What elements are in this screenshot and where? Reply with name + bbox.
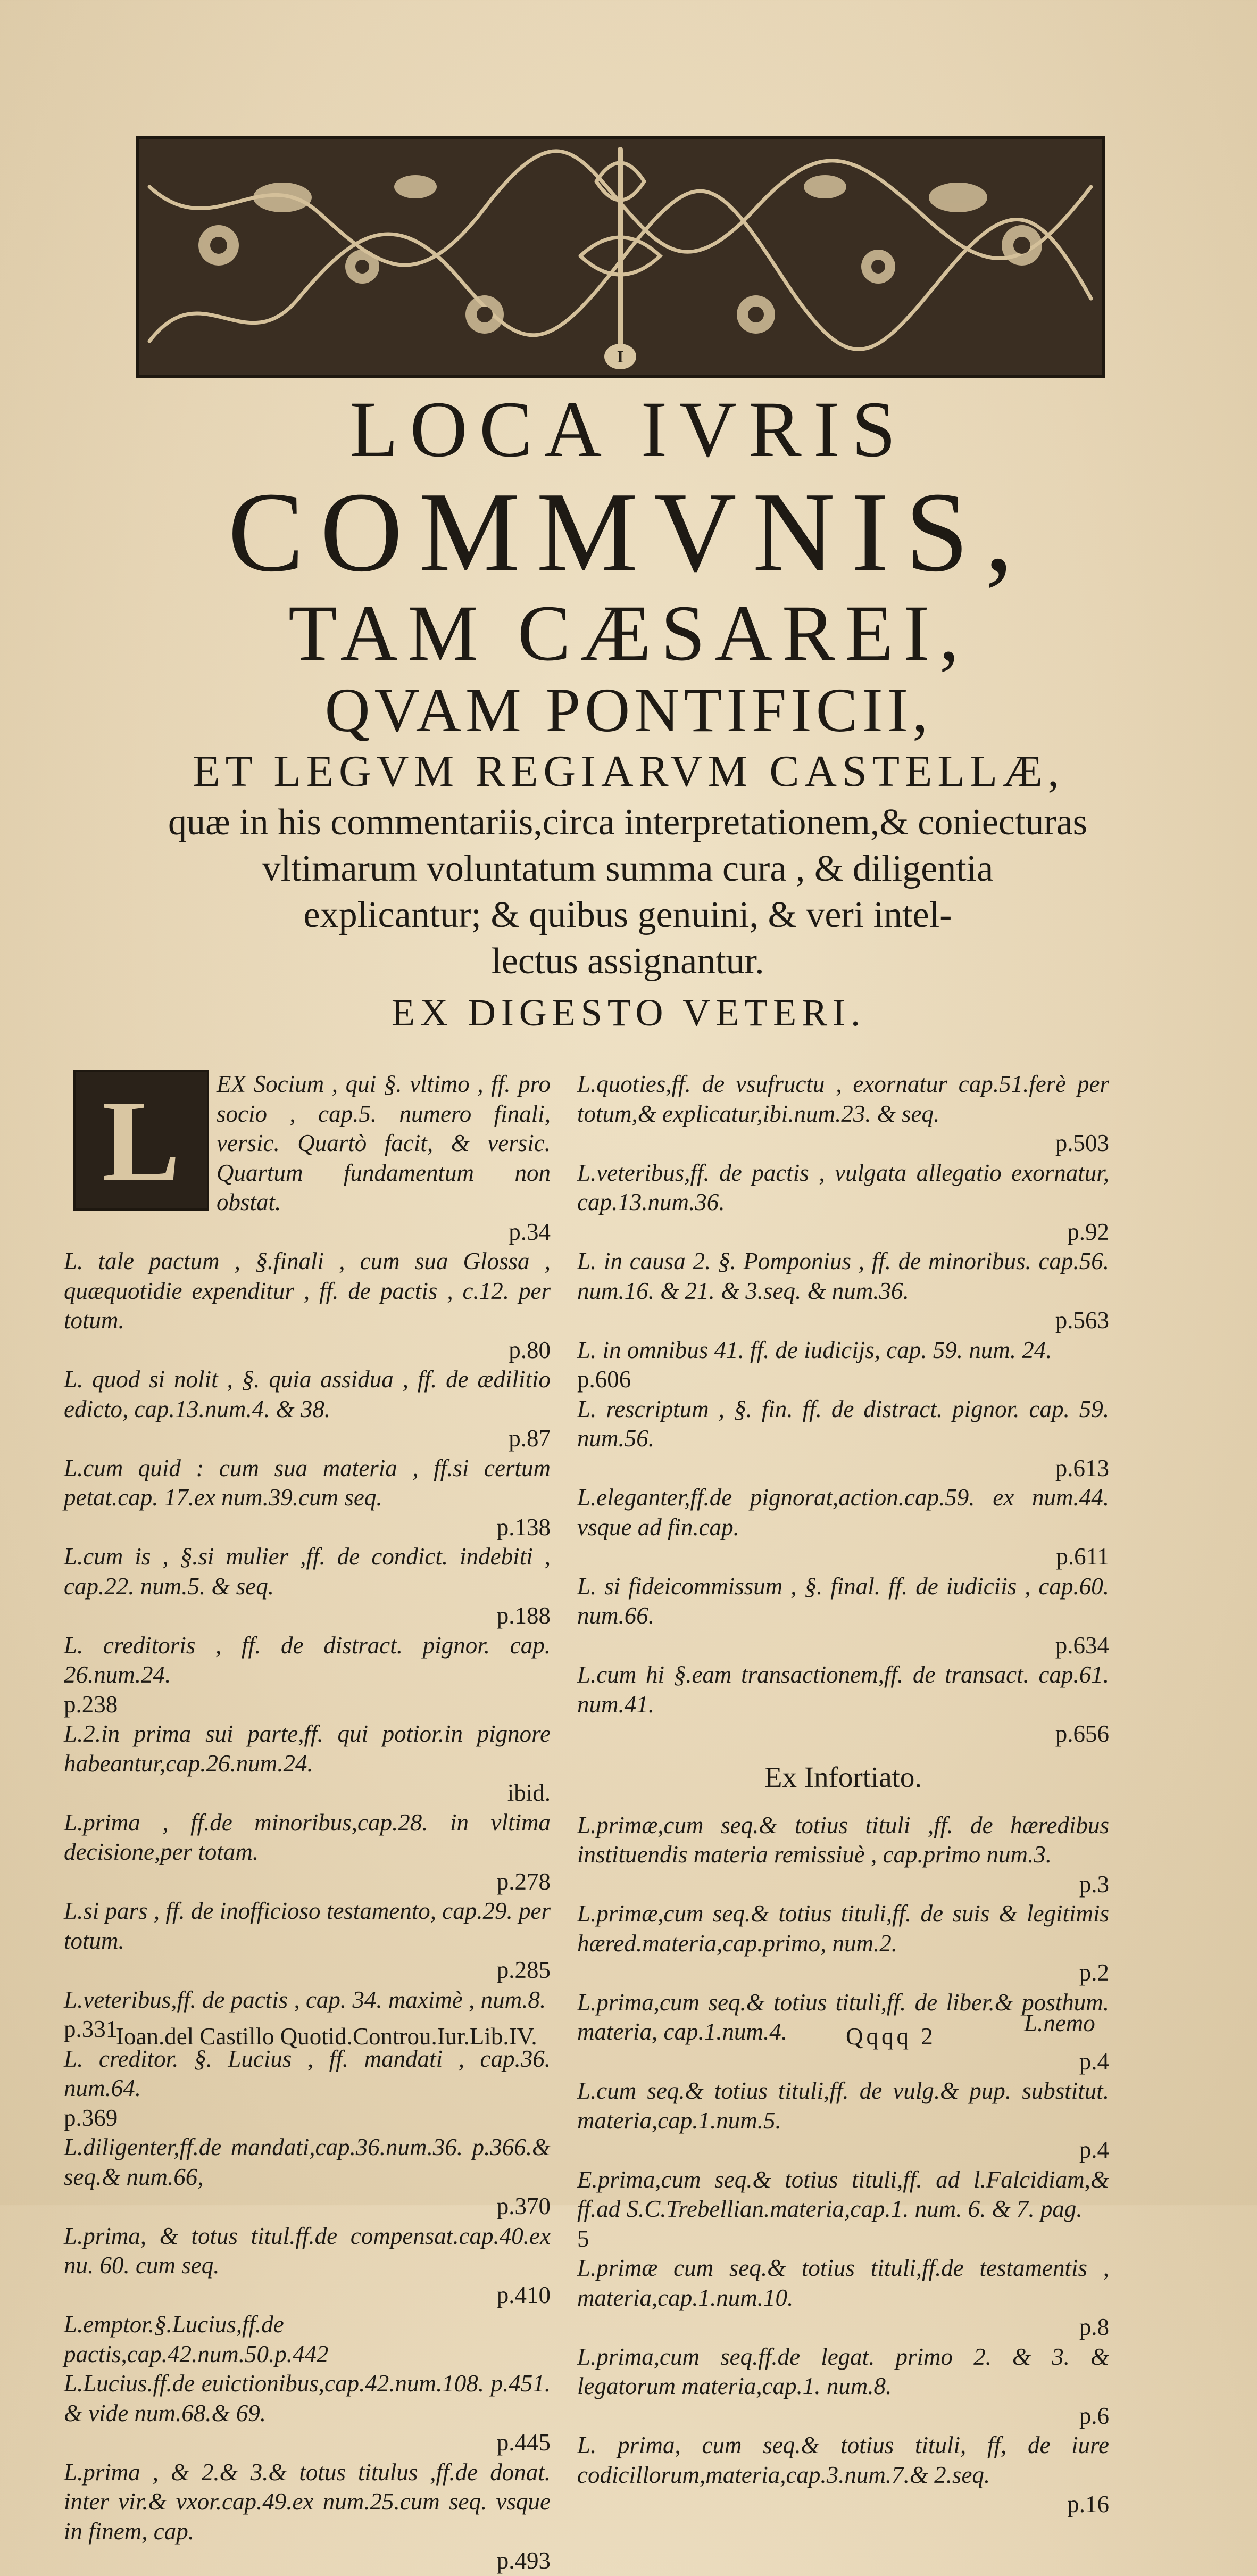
subtitle-line: quæ in his commentariis,circa interpretationem,& coniecturas [168, 802, 1088, 843]
title-line-4: QVAM PONTIFICII, [324, 675, 933, 745]
title-line-1: LOCA IVRIS [349, 385, 908, 474]
index-entry: L.cum quid : cum sua materia , ff.si certum petat.cap. 17.ex num.39.cum seq. p.138 [64, 1454, 551, 1540]
index-entry: L.cum hi §.eam transactionem,ff. de transact. cap.61. num.41. p.656 [577, 1661, 1109, 1747]
index-entry: EX Socium , qui §. vltimo , ff. pro socio , cap.5. numero finali, versic. Quartò facit, & versic. Quartum fundamentum non obstat. p.34 [217, 1071, 551, 1245]
index-entry: L.eleganter,ff.de pignorat,action.cap.59. ex num.44. vsque ad fin.cap. p.611 [577, 1484, 1109, 1570]
index-entry: L.2.in prima sui parte,ff. qui potior.in pignore habeantur,cap.26.num.24. ibid. [64, 1720, 551, 1806]
index-entry: L.prima , ff.de minoribus,cap.28. in vltima decisione,per totam. p.278 [64, 1809, 551, 1895]
index-entry: L. rescriptum , §. fin. ff. de distract. pignor. cap. 59. num.56. p.613 [577, 1395, 1109, 1481]
index-entry: L.Lucius.ff.de euictionibus,cap.42.num.108. p.451. & vide num.68.& 69. p.445 [64, 2370, 551, 2456]
footer-catchword: L.nemo [1024, 2010, 1095, 2036]
index-entry: L.diligenter,ff.de mandati,cap.36.num.36. p.366.& seq.& num.66, p.370 [64, 2134, 551, 2219]
title-line-5: ET LEGVM REGIARVM CASTELLÆ, [193, 747, 1064, 796]
index-entry: L. quod si nolit , §. quia assidua , ff. de ædilitio edicto, cap.13.num.4. & 38. p.87 [64, 1366, 551, 1452]
index-entry: L.prima,cum seq.ff.de legat. primo 2. & 3. & legatorum materia,cap.1. num.8. p.6 [577, 2343, 1109, 2429]
index-entry: L. creditoris , ff. de distract. pignor. cap. 26.num.24. p.238 [64, 1631, 551, 1718]
right-column [577, 1070, 1109, 2520]
index-entry: L.cum is , §.si mulier ,ff. de condict. indebiti , cap.22. num.5. & seq. p.188 [64, 1543, 551, 1629]
index-entry: L. si fideicommissum , §. final. ff. de iudiciis , cap.60. num.66. p.634 [577, 1572, 1109, 1659]
headpiece-signature: I [604, 344, 636, 369]
dropcap-letter: L [102, 1076, 180, 1206]
index-entry: L. prima, cum seq.& totius tituli, ff, de iure codicillorum,materia,cap.3.num.7.& 2.seq. p.16 [577, 2432, 1109, 2517]
index-entry: L. in causa 2. §. Pomponius , ff. de minoribus. cap.56. num.16. & 21. & 3.seq. & num.36. p.563 [577, 1248, 1109, 1333]
index-entry: L.emptor.§.Lucius,ff.de pactis,cap.42.num.50.p.442 [64, 2311, 329, 2367]
ornamental-initial-icon [73, 1070, 209, 1211]
index-entry: L. creditor. §. Lucius , ff. mandati , cap.36. num.64. p.369 [64, 2045, 551, 2131]
subtitle-line: lectus assignantur. [491, 941, 764, 982]
subtitle-line: vltimarum voluntatum summa cura , & diligentia [262, 848, 994, 889]
index-entry: L.veteribus,ff. de pactis , vulgata allegatio exornatur, cap.13.num.36. p.92 [577, 1159, 1109, 1245]
index-entry: L.prima , & 2.& 3.& totus titulus ,ff.de donat. inter vir.& vxor.cap.49.ex num.25.cum seq. vsque in finem, cap. p.493 [64, 2458, 551, 2574]
footer-running-title: Ioan.del Castillo Quotid.Controu.Iur.Lib.IV. [116, 2023, 537, 2050]
index-entry: L.prima, & totus titul.ff.de compensat.cap.40.ex nu. 60. cum seq. p.410 [64, 2222, 551, 2308]
footer-signature-mark: Qqqq 2 [846, 2023, 936, 2050]
index-entry: L.primæ,cum seq.& totius tituli ,ff. de hæredibus instituendis materia remissiuè , cap.primo num.3. p.3 [577, 1811, 1109, 1898]
title-line-3: TAM CÆSAREI, [288, 589, 969, 677]
subtitle-line: explicantur; & quibus genuini, & veri intel- [303, 894, 952, 935]
index-entry: L.quoties,ff. de vsufructu , exornatur cap.51.ferè per totum,& explicatur,ibi.num.23. & seq. p.503 [577, 1071, 1109, 1156]
headpiece-ornament-icon [139, 139, 1102, 375]
floral-headpiece-ornament [136, 136, 1105, 378]
index-entry: L.primæ cum seq.& totius tituli,ff.de testamentis , materia,cap.1.num.10. p.8 [577, 2255, 1109, 2340]
title-line-2: COMMVNIS, [228, 468, 1029, 595]
section-heading-digest: EX DIGESTO VETERI. [391, 991, 866, 1034]
index-entry: L.veteribus,ff. de pactis , cap. 34. maximè , num.8. p.331 [64, 1986, 546, 2042]
index-entry: L.si pars , ff. de inofficioso testamento, cap.29. per totum. p.285 [64, 1898, 551, 1983]
left-column [64, 1070, 551, 2576]
index-entry: L.prima,cum seq.& totius tituli,ff. de liber.& posthum. materia, cap.1.num.4. p.4 [577, 1989, 1109, 2075]
index-entry: L.cum seq.& totius tituli,ff. de vulg.& pup. substitut. materia,cap.1.num.5. p.4 [577, 2077, 1109, 2163]
index-entry: L. in omnibus 41. ff. de iudicijs, cap. 59. num. 24. p.606 [577, 1336, 1052, 1393]
index-entry: L.primæ,cum seq.& totius tituli,ff. de suis & legitimis hæred.materia,cap.primo, num.2. p.2 [577, 1900, 1109, 1986]
index-entry: E.prima,cum seq.& totius tituli,ff. ad l.Falcidiam,& ff.ad S.C.Trebellian.materia,cap.1. num. 6. & 7. pag. 5 [577, 2166, 1109, 2252]
section-heading-infortiato: Ex Infortiato. [764, 1760, 922, 1793]
index-entry: L. tale pactum , §.finali , cum sua Glossa , quæquotidie expenditur , ff. de pactis , c.12. per totum. p.80 [64, 1248, 551, 1363]
